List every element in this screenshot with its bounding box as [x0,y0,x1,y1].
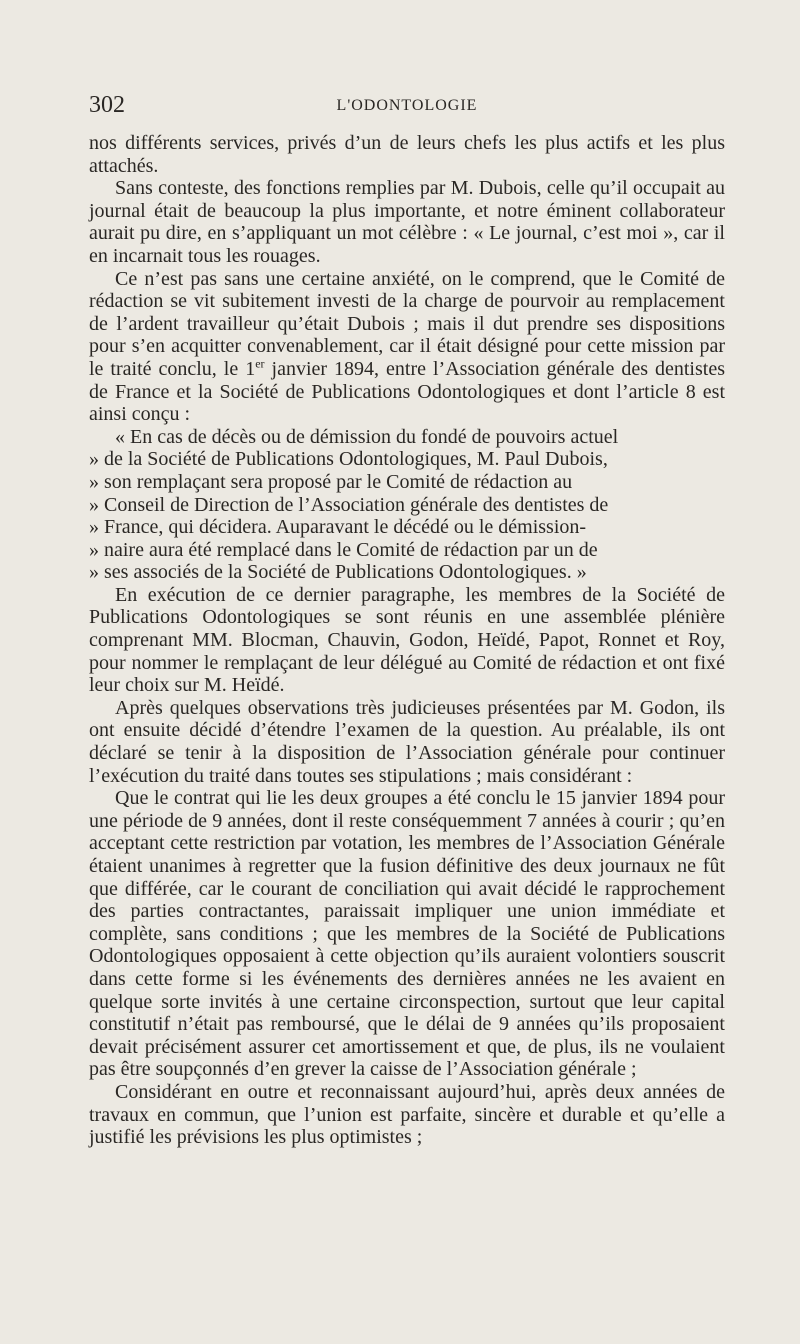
paragraph: Après quelques observations très judicieuses présentées par M. Godon, ils ont ensuite décidé d’étendre l’examen de la question. Au préalable, ils ont déclaré se tenir à la disposition de l’Association générale pour continuer l’exécution du traité dans toutes ses stipulations ; mais considérant : [89,696,725,787]
quote-line: » France, qui décidera. Auparavant le décédé ou le démission- [89,516,587,539]
paragraph-continuation: nos différents services, privés d’un de leurs chefs les plus actifs et les plus attachés. [89,132,725,177]
quote-line: » de la Société de Publications Odontologiques, M. Paul Dubois, [89,448,608,471]
paragraph: Sans conteste, des fonctions remplies par M. Dubois, celle qu’il occupait au journal était de beaucoup la plus importante, et notre éminent collaborateur aurait pu dire, en s’appliquant un mot célèbre : « Le journal, c’est moi », car il en incarnait tous les rouages. [89,177,725,267]
paragraph: Que le contrat qui lie les deux groupes a été conclu le 15 janvier 1894 pour une période de 9 années, dont il reste conséquemment 7 années à courir ; qu’en acceptant cette restriction par votation, les membres de l’Association Générale étaient unanimes à regretter que la fusion définitive des deux journaux ne fût que différée, car le courant de conciliation qui avait décidé le rapprochement des parties contractantes, paraissait impliquer une union immédiate et complète, sans conditions ; que les membres de la Société de Publications Odontologiques opposaient à cette objection qu’ils auraient volontiers souscrit dans cette forme si les événements des dernières années ne les avaient en quelque sorte invités à une certaine circonspection, surtout que leur capital constitutif n’était pas remboursé, que le délai de 9 années qu’ils proposaient devait précisément assurer cet amortissement et que, de plus, ils ne voulaient pas être soupçonnés d’en grever la caisse de l’Association générale ; [89,787,725,1081]
quote-line: » ses associés de la Société de Publications Odontologiques. » [89,561,587,584]
paragraph-text: Ce n’est pas sans une certaine anxiété, on le comprend, que le Comité de rédaction se vit subitement investi de la charge de pourvoir au remplacement de l’ardent travailleur qu’était Dubois ; mais il dut prendre ses dispositions pour s’en acquitter convenablement, car il était désigné pour cette mission par le traité conclu, le 1 [89,267,725,380]
ordinal-superscript: er [255,356,265,371]
paragraph: En exécution de ce dernier paragraphe, les membres de la Société de Publications Odontologiques se sont réunis en une assemblée plénière comprenant MM. Blocman, Chauvin, Godon, Heïdé, Papot, Ronnet et Roy, pour nommer le remplaçant de leur délégué au Comité de rédaction et ont fixé leur choix sur M. Heïdé. [89,583,725,697]
quote-line: » son remplaçant sera proposé par le Comité de rédaction au [89,470,573,493]
paragraph-text: janvier 1894, entre l’Association générale des dentistes de France et la Société de Publications Odontologiques et dont l’article 8 est ainsi conçu : [89,357,725,426]
quote-line: » Conseil de Direction de l’Association générale des dentistes de [89,493,609,516]
quote-line: » naire aura été remplacé dans le Comité de rédaction par un de [89,538,598,561]
running-title: L'ODONTOLOGIE [336,97,478,114]
paragraph: Considérant en outre et reconnaissant aujourd’hui, après deux années de travaux en commun, que l’union est parfaite, sincère et durable et qu’elle a justifié les prévisions les plus optimistes ; [89,1080,725,1149]
body-text [89,132,725,1149]
page-number: 302 [89,92,125,118]
paragraph [89,268,725,426]
quote-line: « En cas de décès ou de démission du fondé de pouvoirs actuel [115,425,619,448]
quoted-article [89,426,725,584]
page-header [89,92,725,122]
